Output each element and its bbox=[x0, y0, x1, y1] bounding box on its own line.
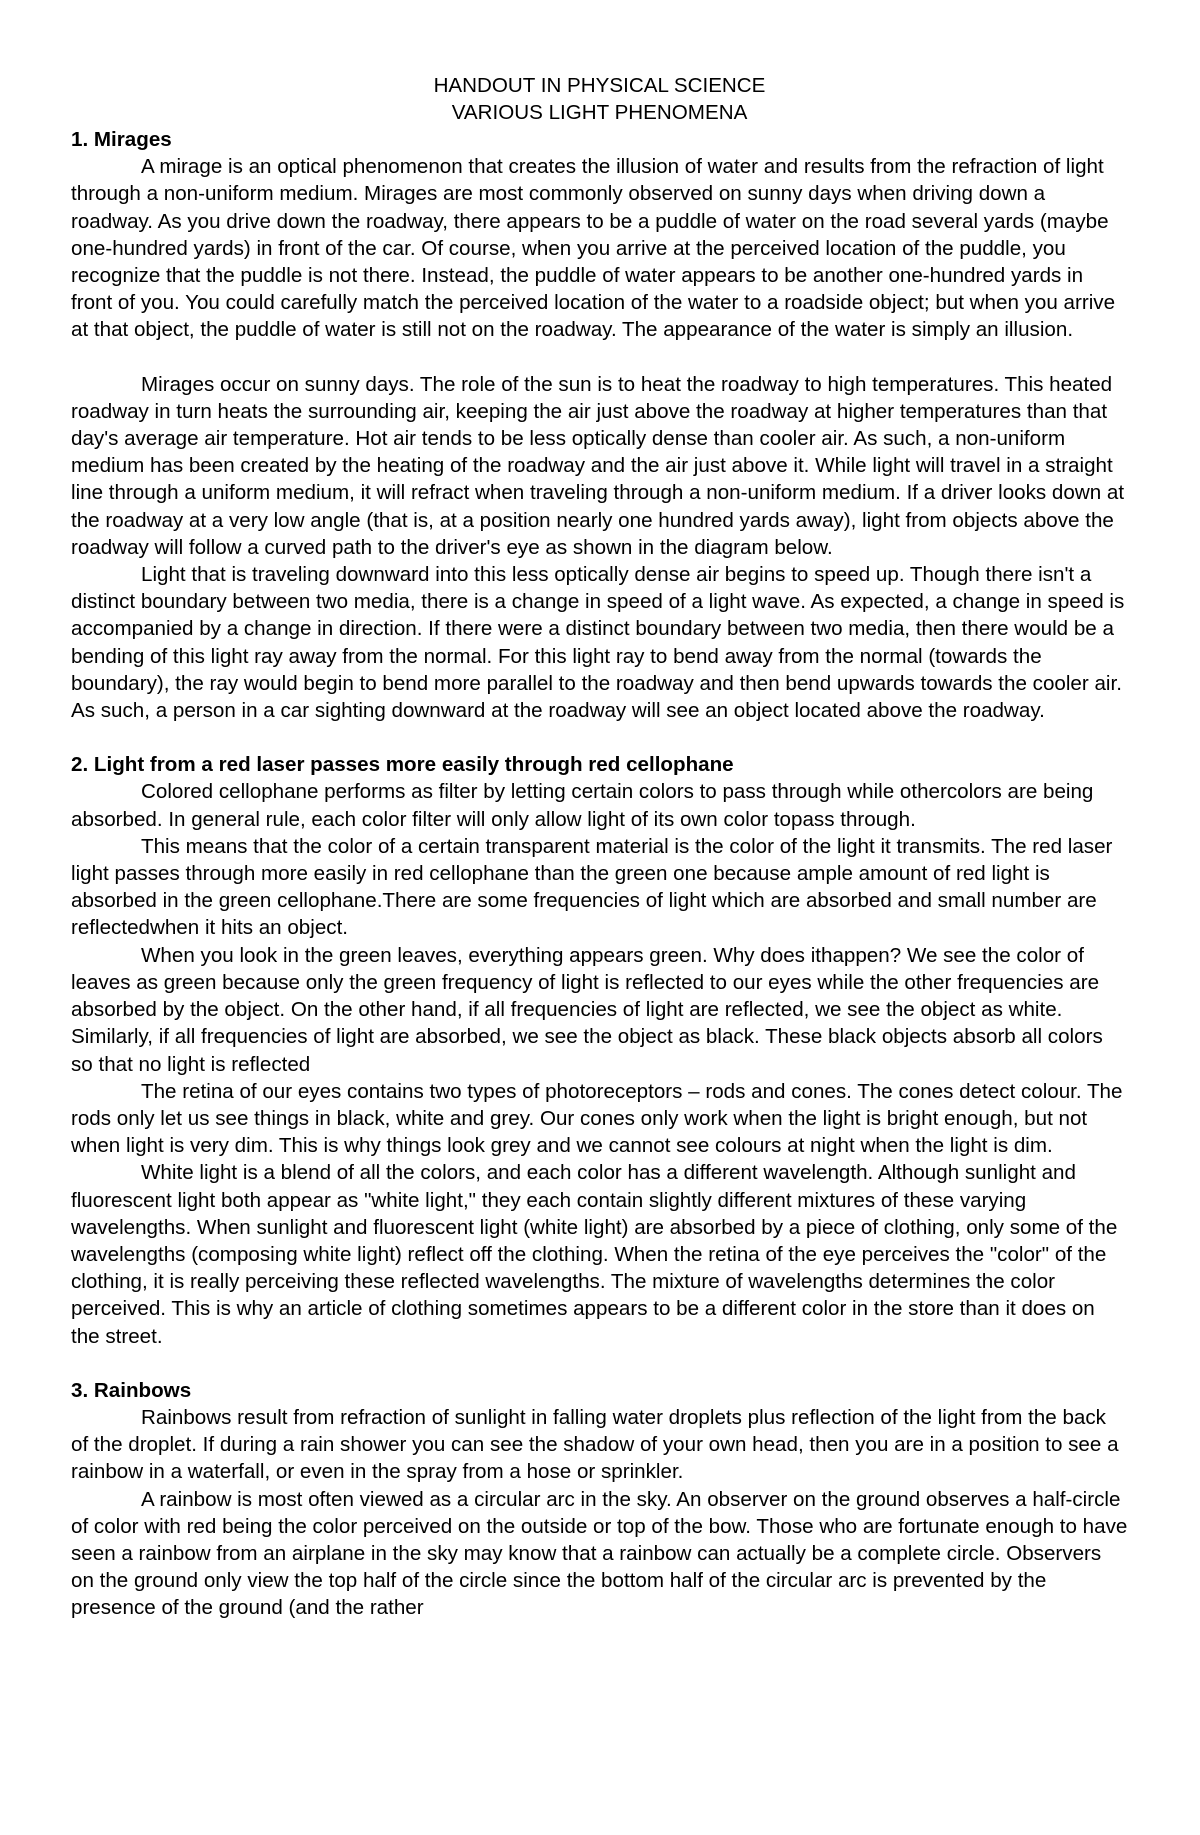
section-heading: 1. Mirages bbox=[71, 128, 172, 151]
paragraph: Light that is traveling downward into this less optically dense air begins to speed up. Though there isn't a distinct boundary between two media, there is a change in speed of a light wave. As expected, a change in speed is accompanied by a change in direction. If there were a distinct boundary between two media, then there would be a bending of this light ray away from the normal. For this light ray to bend away from the normal (towards the boundary), the ray would begin to bend more parallel to the roadway and then bend upwards towards the cooler air. As such, a person in a car sighting downward at the roadway will see an object located above the roadway. bbox=[71, 563, 1125, 723]
section-heading: 2. Light from a red laser passes more easily through red cellophane bbox=[71, 753, 734, 777]
paragraph: This means that the color of a certain transparent material is the color of the light it transmits. The red laser light passes through more easily in red cellophane than the green one because ample amount of red light is absorbed in the green cellophane.There are some frequencies of light which are absorbed and small number are reflectedwhen it hits an object. bbox=[71, 834, 1113, 940]
section-heading: 3. Rainbows bbox=[71, 1378, 192, 1402]
title-line-2: VARIOUS LIGHT PHENOMENA bbox=[451, 101, 748, 124]
paragraph: When you look in the green leaves, everything appears green. Why does ithappen? We see the color of leaves as green because only the green frequency of light is reflected to our eyes while the other frequencies are absorbed by the object. On the other hand, if all frequencies of light are reflected, we see the object as white. Similarly, if all frequencies of light are absorbed, we see the object as black. These black objects absorb all colors so that no light is reflected bbox=[71, 943, 1103, 1076]
section-rainbows bbox=[71, 1377, 1128, 1622]
paragraph: Mirages occur on sunny days. The role of the sun is to heat the roadway to high temperatures. This heated roadway in turn heats the surrounding air, keeping the air just above the roadway at higher temperatures than that day's average air temperature. Hot air tends to be less optically dense than cooler air. As such, a non-uniform medium has been created by the heating of the roadway and the air just above it. While light will travel in a straight line through a uniform medium, it will refract when traveling through a non-uniform medium. If a driver looks down at the roadway at a very low angle (that is, at a position nearly one hundred yards away), light from objects above the roadway will follow a curved path to the driver's eye as shown in the diagram below. bbox=[71, 372, 1125, 559]
paragraph: A mirage is an optical phenomenon that creates the illusion of water and results from the refraction of light through a non-uniform medium. Mirages are most commonly observed on sunny days when driving down a roadway. As you drive down the roadway, there appears to be a puddle of water on the road several yards (maybe one-hundred yards) in front of the car. Of course, when you arrive at the perceived location of the puddle, you recognize that the puddle is not there. Instead, the puddle of water appears to be another one-hundred yards in front of you. You could carefully match the perceived location of the water to a roadside object; but when you arrive at that object, the puddle of water is still not on the roadway. The appearance of the water is simply an illusion. bbox=[71, 155, 1116, 342]
paragraph: Colored cellophane performs as filter by letting certain colors to pass through while othercolors are being absorbed. In general rule, each color filter will only allow light of its own color topass through. bbox=[71, 780, 1094, 831]
paragraph: Rainbows result from refraction of sunlight in falling water droplets plus reflection of the light from the back of the droplet. If during a rain shower you can see the shadow of your own head, then you are in a position to see a rainbow in a waterfall, or even in the spray from a hose or sprinkler. bbox=[71, 1405, 1119, 1484]
paragraph: White light is a blend of all the colors, and each color has a different wavelength. Although sunlight and fluorescent light both appear as "white light," they each contain slightly different mixtures of these varying wavelengths. When sunlight and fluorescent light (white light) are absorbed by a piece of clothing, only some of the wavelengths (composing white light) reflect off the clothing. When the retina of the eye perceives the "color" of the clothing, it is really perceiving these reflected wavelengths. The mixture of wavelengths determines the color perceived. This is why an article of clothing sometimes appears to be a different color in the store than it does on the street. bbox=[71, 1161, 1118, 1348]
paragraph: A rainbow is most often viewed as a circular arc in the sky. An observer on the ground observes a half-circle of color with red being the color perceived on the outside or top of the bow. Those who are fortunate enough to have seen a rainbow from an airplane in the sky may know that a rainbow can actually be a complete circle. Observers on the ground only view the top half of the circle since the bottom half of the circular arc is prevented by the presence of the ground (and the rather bbox=[71, 1487, 1128, 1620]
paragraph: The retina of our eyes contains two types of photoreceptors – rods and cones. The cones detect colour. The rods only let us see things in black, white and grey. Our cones only work when the light is bright enough, but not when light is very dim. This is why things look grey and we cannot see colours at night when the light is dim. bbox=[71, 1079, 1123, 1158]
section-red-laser bbox=[71, 751, 1128, 1349]
document-title bbox=[71, 72, 1128, 126]
section-mirages bbox=[71, 126, 1128, 724]
title-line-1: HANDOUT IN PHYSICAL SCIENCE bbox=[433, 74, 766, 97]
